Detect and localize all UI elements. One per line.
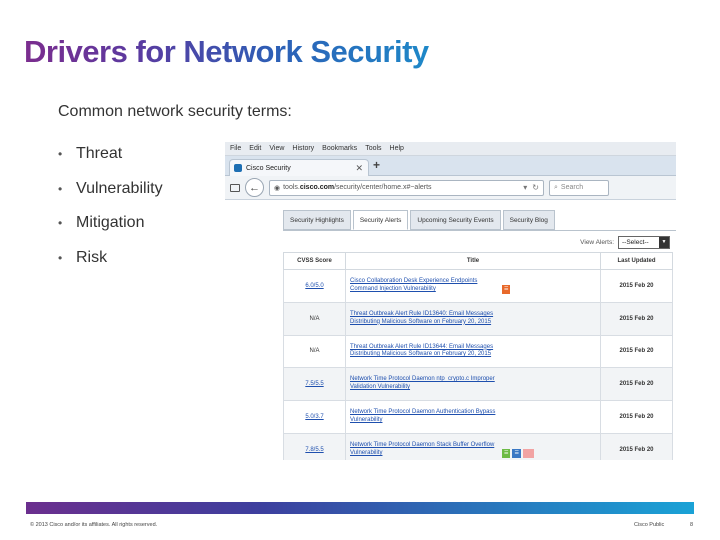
- table-row: [284, 302, 673, 335]
- search-icon: ⌕: [554, 183, 558, 191]
- menu-edit[interactable]: Edit: [249, 145, 262, 152]
- date-cell: 2015 Feb 20: [601, 335, 673, 368]
- view-alerts-select[interactable]: [618, 236, 670, 249]
- alert-badge-icon: ☰: [504, 449, 509, 456]
- menu-file[interactable]: File: [230, 145, 242, 152]
- url-text: tools.cisco.com/security/center/home.x#~alerts: [283, 184, 432, 191]
- tab-security-alerts[interactable]: Security Alerts: [353, 210, 409, 230]
- slide-title: Drivers for Network Security: [24, 34, 429, 69]
- date-cell: 2015 Feb 20: [601, 368, 673, 401]
- bullet-label: Risk: [76, 248, 108, 266]
- bullet-dot-icon: •: [58, 216, 63, 231]
- dropdown-icon[interactable]: ▾: [523, 183, 528, 192]
- footer-gradient-bar: [26, 502, 694, 514]
- browser-tab[interactable]: [229, 159, 369, 176]
- select-value: --Select--: [622, 239, 649, 246]
- bullet-label: Vulnerability: [76, 179, 163, 197]
- title-cell: [346, 302, 601, 335]
- chevron-down-icon: ▼: [659, 237, 669, 248]
- browser-tab-label: Cisco Security: [246, 164, 291, 172]
- browser-navbar: [225, 176, 676, 200]
- table-row: [284, 270, 673, 303]
- alerts-table: [283, 252, 673, 460]
- close-tab-icon[interactable]: ✕: [355, 162, 363, 173]
- date-cell: 2015 Feb 20: [601, 270, 673, 303]
- tab-security-blog[interactable]: Security Blog: [503, 210, 555, 230]
- back-arrow-icon: ←: [249, 181, 260, 194]
- alert-badge-icon: [523, 449, 534, 458]
- bullet-label: Mitigation: [76, 214, 145, 232]
- cvss-cell: [284, 401, 346, 434]
- intro-text: Common network security terms:: [58, 103, 292, 120]
- menu-view[interactable]: View: [269, 145, 285, 152]
- classification-label: Cisco Public: [634, 522, 665, 528]
- date-cell: 2015 Feb 20: [601, 433, 673, 460]
- copyright-text: © 2013 Cisco and/or its affiliates. All rights reserved.: [30, 522, 158, 528]
- cvss-link[interactable]: 7.5/5.5: [305, 381, 324, 388]
- alert-title-link[interactable]: Threat Outbreak Alert Rule ID13644: Email Messages Distributing Malicious Software on February 20, 2015: [350, 343, 494, 358]
- bullet-item: [58, 137, 163, 172]
- alert-title-link[interactable]: Network Time Protocol Daemon Authentication Bypass Vulnerability: [350, 409, 496, 424]
- search-input[interactable]: [549, 180, 609, 196]
- url-bar[interactable]: [269, 180, 544, 196]
- alert-badge-icon: ☰: [514, 449, 519, 456]
- bullet-item: [58, 206, 163, 241]
- column-header-cvss[interactable]: CVSS Score: [284, 253, 346, 270]
- sidebar-toggle-icon[interactable]: [230, 184, 240, 192]
- title-cell: [346, 433, 601, 460]
- table-header-row: [284, 253, 673, 270]
- date-cell: 2015 Feb 20: [601, 302, 673, 335]
- url-bar-icons: [523, 183, 539, 192]
- new-tab-button[interactable]: +: [373, 158, 381, 172]
- bullet-item: [58, 241, 163, 276]
- title-cell: [346, 368, 601, 401]
- table-row: [284, 433, 673, 460]
- tab-security-highlights[interactable]: Security Highlights: [283, 210, 351, 230]
- back-button[interactable]: [245, 178, 264, 197]
- menu-bookmarks[interactable]: Bookmarks: [322, 145, 358, 152]
- column-header-title[interactable]: Title: [346, 253, 601, 270]
- view-alerts-filter: [580, 236, 670, 249]
- alert-badge-icon: ☰: [504, 285, 509, 292]
- alert-title-link[interactable]: Threat Outbreak Alert Rule ID13640: Email Messages Distributing Malicious Software on February 20, 2015: [350, 310, 494, 325]
- bullet-dot-icon: •: [58, 147, 63, 162]
- globe-icon: ◉: [274, 184, 281, 192]
- page-content: [225, 200, 676, 459]
- title-cell: [346, 335, 601, 368]
- cvss-cell: [284, 368, 346, 401]
- page-tabs: [283, 210, 557, 230]
- alert-title-link[interactable]: Network Time Protocol Daemon Stack Buffer Overflow Vulnerability: [350, 442, 495, 456]
- search-placeholder: Search: [560, 184, 584, 191]
- bullet-dot-icon: •: [58, 250, 63, 265]
- table-row: [284, 368, 673, 401]
- cvss-link[interactable]: 5.0/3.7: [305, 414, 324, 421]
- table-row: [284, 335, 673, 368]
- cvss-cell: [284, 270, 346, 303]
- table-row: [284, 401, 673, 434]
- alert-title-link[interactable]: Network Time Protocol Daemon ntp_crypto.c Improper Validation Vulnerability: [350, 376, 495, 391]
- title-cell: [346, 270, 601, 303]
- bullet-label: Threat: [76, 145, 123, 163]
- browser-tabstrip: [225, 156, 676, 176]
- browser-screenshot: [225, 142, 676, 460]
- alert-title-link[interactable]: Cisco Collaboration Desk Experience Endpoints Command Injection Vulnerability: [350, 278, 478, 292]
- cvss-link[interactable]: 6.0/5.0: [305, 282, 324, 289]
- browser-menubar: [225, 142, 676, 156]
- menu-history[interactable]: History: [292, 145, 315, 152]
- bullet-list: [58, 137, 163, 275]
- bullet-dot-icon: •: [58, 181, 63, 196]
- reload-icon[interactable]: ↻: [532, 183, 539, 192]
- page-number: 8: [690, 522, 694, 528]
- tab-upcoming-security-events[interactable]: Upcoming Security Events: [410, 210, 500, 230]
- bullet-item: [58, 172, 163, 207]
- cvss-link[interactable]: 7.8/5.5: [305, 446, 324, 453]
- cisco-favicon-icon: [234, 164, 242, 172]
- cvss-cell: [284, 433, 346, 460]
- title-cell: [346, 401, 601, 434]
- menu-help[interactable]: Help: [389, 145, 404, 152]
- tab-divider: [283, 230, 676, 231]
- menu-tools[interactable]: Tools: [365, 145, 382, 152]
- cvss-cell: N/A: [284, 302, 346, 335]
- column-header-updated[interactable]: Last Updated: [601, 253, 673, 270]
- cvss-cell: N/A: [284, 335, 346, 368]
- date-cell: 2015 Feb 20: [601, 401, 673, 434]
- view-alerts-label: View Alerts:: [580, 239, 614, 246]
